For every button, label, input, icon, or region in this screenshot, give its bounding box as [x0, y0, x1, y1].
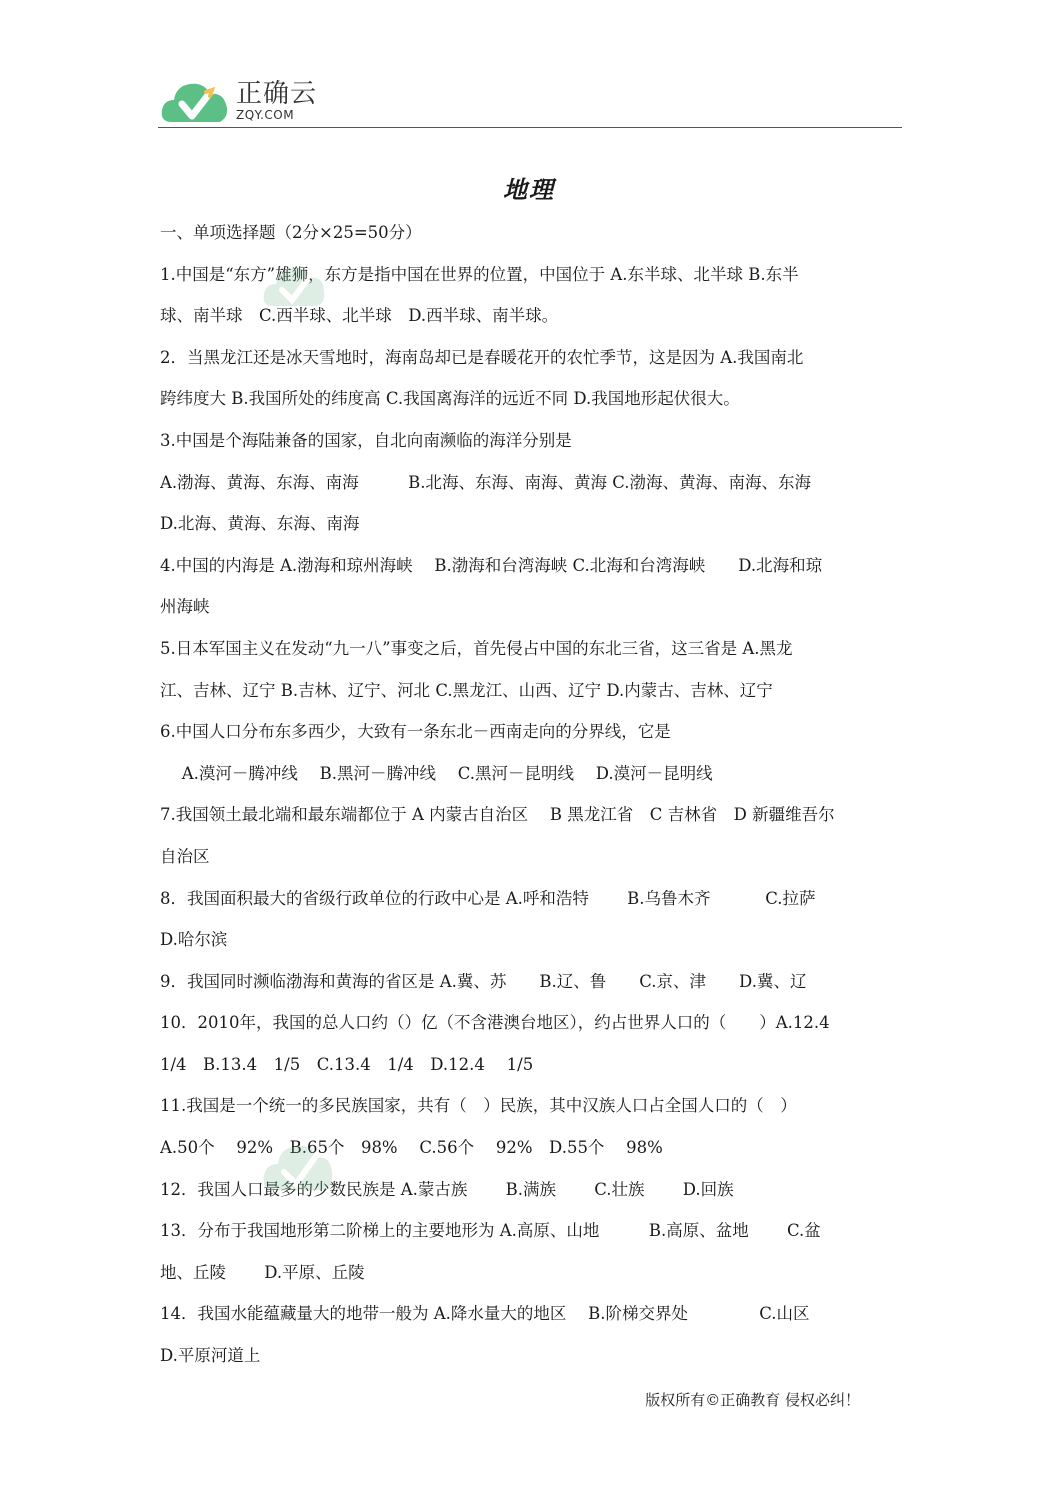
text-line: 10．2010年，我国的总人口约（）亿（不含港澳台地区），约占世界人口的（ ）A.12.4	[160, 1013, 830, 1033]
watermark-logo-icon	[262, 246, 382, 316]
text-line: 13．分布于我国地形第二阶梯上的主要地形为 A.高原、山地 B.高原、盆地 C.盆	[160, 1221, 821, 1241]
logo-url: ZQY.COM	[236, 108, 295, 122]
text-line: A.50个 92% B.65个 98% C.56个 92% D.55个 98%	[160, 1138, 663, 1158]
text-line: 1.中国是“东方”雄狮，东方是指中国在世界的位置，中国位于 A.东半球、北半球 B.东半	[160, 264, 799, 284]
text-line: 5.日本军国主义在发动“九一八”事变之后，首先侵占中国的东北三省，这三省是 A.黑龙	[160, 638, 793, 658]
text-line: 14．我国水能蕴藏量大的地带一般为 A.降水量大的地区 B.阶梯交界处 C.山区	[160, 1304, 810, 1324]
header-divider	[158, 127, 902, 128]
text-line: 2．当黑龙江还是冰天雪地时，海南岛却已是春暖花开的农忙季节，这是因为 A.我国南北	[160, 347, 804, 367]
text-line: 7.我国领土最北端和最东端都位于 A 内蒙古自治区 B 黑龙江省 C 吉林省 D 新疆维吾尔	[160, 805, 835, 825]
text-line: 江、吉林、辽宁 B.吉林、辽宁、河北 C.黑龙江、山西、辽宁 D.内蒙古、吉林、辽宁	[160, 680, 773, 700]
text-line: A.渤海、黄海、东海、南海 B.北海、东海、南海、黄海 C.渤海、黄海、南海、东海	[160, 472, 812, 492]
watermark-logo-icon	[262, 1112, 432, 1202]
text-line: 11.我国是一个统一的多民族国家，共有（ ）民族，其中汉族人口占全国人口的（ ）	[160, 1096, 797, 1116]
text-line: A.漠河－腾冲线 B.黑河－腾冲线 C.黑河－昆明线 D.漠河－昆明线	[160, 763, 713, 783]
text-line: 6.中国人口分布东多西少，大致有一条东北－西南走向的分界线，它是	[160, 722, 671, 742]
page-header	[160, 78, 902, 128]
text-line: 跨纬度大 B.我国所处的纬度高 C.我国离海洋的远近不同 D.我国地形起伏很大。	[160, 389, 740, 409]
text-line: 12．我国人口最多的少数民族是 A.蒙古族 B.满族 C.壮族 D.回族	[160, 1179, 734, 1199]
footer-copyright: 版权所有©正确教育 侵权必纠！	[645, 1391, 860, 1409]
text-line: 4.中国的内海是 A.渤海和琼州海峡 B.渤海和台湾海峡 C.北海和台湾海峡 D.北海和琼	[160, 555, 823, 575]
text-line: 一、单项选择题（2分×25=50分）	[160, 223, 422, 242]
cloud-check-logo-icon	[160, 78, 232, 126]
question-list	[160, 222, 902, 1387]
text-line: 9．我国同时濒临渤海和黄海的省区是 A.冀、苏 B.辽、鲁 C.京、津 D.冀、辽	[160, 971, 807, 991]
text-line: 地、丘陵 D.平原、丘陵	[160, 1262, 365, 1282]
text-line: 自治区	[160, 846, 210, 866]
text-line: 8．我国面积最大的省级行政单位的行政中心是 A.呼和浩特 B.乌鲁木齐 C.拉萨	[160, 888, 816, 908]
text-line: D.哈尔滨	[160, 930, 228, 950]
text-line: D.北海、黄海、东海、南海	[160, 514, 360, 534]
text-line: D.平原河道上	[160, 1346, 261, 1366]
logo-text	[236, 80, 317, 122]
logo-name: 正确云	[236, 79, 318, 109]
text-line: 球、南半球 C.西半球、北半球 D.西半球、南半球。	[160, 306, 559, 326]
text-line: 3.中国是个海陆兼备的国家，自北向南濒临的海洋分别是	[160, 430, 572, 450]
text-line: 州海峡	[160, 597, 210, 617]
text-line: 1/4 B.13.4 1/5 C.13.4 1/4 D.12.4 1/5	[160, 1054, 534, 1074]
page-title: 地理	[503, 175, 555, 204]
